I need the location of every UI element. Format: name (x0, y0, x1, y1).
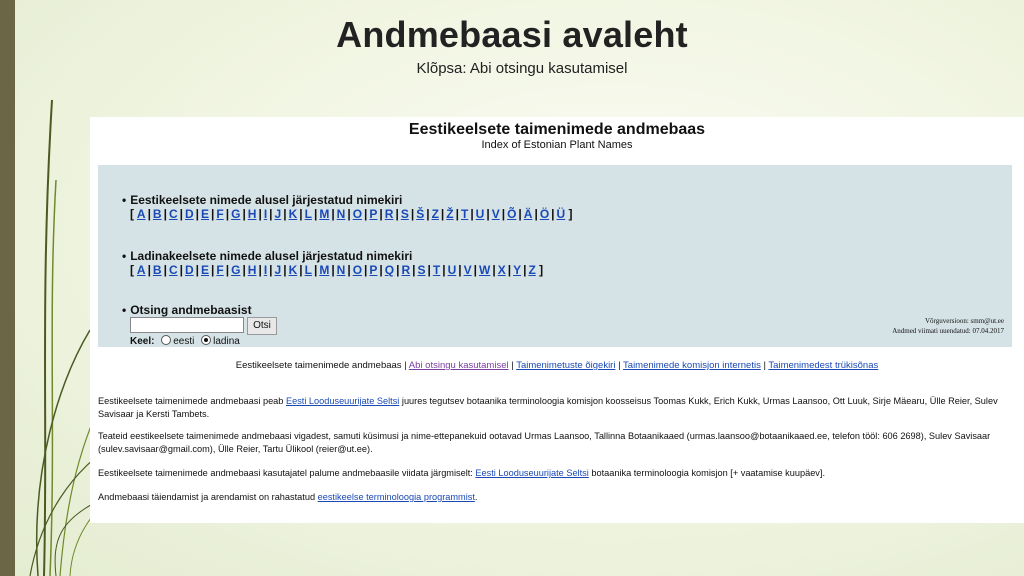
database-screenshot (90, 117, 1024, 523)
estonian-letter-link[interactable]: Ä (523, 207, 533, 221)
latin-letter-link[interactable]: B (152, 263, 162, 277)
letter-separator: | (379, 263, 383, 277)
estonian-letter-links (137, 207, 565, 221)
update-date: Andmed viimati uuendatud: 07.04.2017 (892, 327, 1004, 335)
letter-separator: | (195, 263, 200, 277)
latin-letter-link[interactable]: O (352, 263, 363, 277)
estonian-letter-link[interactable]: A (136, 207, 146, 221)
estonian-letter-link[interactable]: N (336, 207, 346, 221)
latin-letter-link[interactable]: U (447, 263, 457, 277)
info-paragraph-2: Teateid eestikeelsete taimenimede andmebaasi vigadest, samuti küsimusi ja nime-ettepanekuid ootavad Urmas Laansoo, Tallinna Botaanikaaed (urmas.laansoo@botaanikaaed.ee, telefon tööl: 606 2698), Sulev Savisaar (sulev.savisaar@gmail.com), Ülle Reier, Tartu Ülikool (reier@ut.ee). (98, 431, 991, 454)
estonian-letter-link[interactable]: M (319, 207, 330, 221)
letter-separator: | (501, 207, 506, 221)
estonian-letter-link[interactable]: G (231, 207, 241, 221)
latin-letter-link[interactable]: P (369, 263, 378, 277)
latin-letter-link[interactable]: F (216, 263, 224, 277)
info-paragraph-1: Eestikeelsete taimenimede andmebaasi peab Eesti Looduseuurijate Seltsi juures tegutsev botaanika terminoloogia komisjon koosseisus Toomas Kukk, Erich Kukk, Urmas Laansoo, Ott Luuk, Sirje Mäearu, Ülle Reier, Sulev Savisaar ja Kersti Tambets. (98, 396, 998, 419)
latin-letter-link[interactable]: A (136, 263, 146, 277)
estonian-letter-link[interactable]: U (475, 207, 485, 221)
letter-separator: | (225, 263, 230, 277)
nav-commission-link[interactable]: Taimenimede komisjon internetis (623, 360, 761, 371)
letter-separator: | (534, 207, 538, 221)
latin-letter-link[interactable]: T (432, 263, 441, 277)
latin-letter-link[interactable]: D (184, 263, 194, 277)
letter-separator: | (412, 263, 416, 277)
letter-separator: | (492, 263, 496, 277)
latin-letter-link[interactable]: W (479, 263, 491, 277)
estonian-letter-link[interactable]: Ü (556, 207, 566, 221)
letter-separator: | (299, 207, 303, 221)
estonian-letter-link[interactable]: O (352, 207, 363, 221)
latin-letter-link[interactable]: K (288, 263, 298, 277)
letter-separator: | (331, 207, 335, 221)
letter-separator: | (242, 207, 246, 221)
estonian-letter-link[interactable]: F (216, 207, 224, 221)
estonian-list-heading: • Eestikeelsete nimede alusel järjestatud nimekiri (122, 193, 403, 207)
estonian-letter-link[interactable]: R (384, 207, 394, 221)
letter-separator: | (179, 263, 183, 277)
nav-print-link[interactable]: Taimenimedest trükisõnas (768, 360, 879, 371)
letter-separator: | (211, 263, 215, 277)
letter-separator: | (470, 207, 474, 221)
letter-separator: | (364, 263, 368, 277)
nav-spelling-link[interactable]: Taimenimetuste õigekiri (516, 360, 616, 371)
radio-latin-label: ladina (213, 336, 240, 347)
search-input[interactable] (130, 317, 244, 333)
letter-separator: | (473, 263, 477, 277)
letter-separator: | (427, 263, 431, 277)
info-paragraph-4: Andmebaasi täiendamist ja arendamist on rahastatud eestikeelse terminoloogia programmist. (98, 492, 478, 502)
letter-separator: | (364, 207, 368, 221)
letter-separator: | (195, 207, 200, 221)
latin-alphabet-index: [ A | B | C | D | E | F | G | H | I | J | K | L | M | N | O | P | Q | R | S | T | U | V | W | X | Y | Z ] (130, 263, 544, 277)
latin-letter-link[interactable]: Y (513, 263, 522, 277)
slide-subtitle: Klõpsa: Abi otsingu kasutamisel (416, 60, 628, 77)
estonian-letter-link[interactable]: Õ (507, 207, 517, 221)
language-selector (130, 335, 240, 347)
radio-latin[interactable] (201, 335, 211, 345)
letter-separator: | (440, 207, 445, 221)
database-subtitle: Index of Estonian Plant Names (481, 139, 633, 151)
letter-separator: | (518, 207, 522, 221)
latin-letter-link[interactable]: I (263, 263, 268, 277)
latin-letter-links (137, 263, 536, 277)
estonian-letter-link[interactable]: K (288, 207, 298, 221)
letter-separator: | (147, 263, 151, 277)
nav-help-link[interactable]: Abi otsingu kasutamisel (408, 360, 509, 371)
latin-letter-link[interactable]: G (231, 263, 241, 277)
latin-letter-link[interactable]: R (401, 263, 411, 277)
letter-separator: | (211, 207, 215, 221)
estonian-letter-link[interactable]: V (491, 207, 500, 221)
search-button[interactable]: Otsi (247, 317, 277, 335)
letter-separator: | (179, 207, 183, 221)
letter-separator: | (225, 207, 230, 221)
letter-separator: | (313, 207, 318, 221)
latin-letter-link[interactable]: X (497, 263, 506, 277)
citation-society-link[interactable]: Eesti Looduseuurijate Seltsi (475, 468, 589, 478)
letter-separator: | (379, 207, 383, 221)
letter-separator: | (410, 207, 415, 221)
estonian-letter-link[interactable]: Z (431, 207, 439, 221)
search-panel (98, 165, 1012, 347)
letter-separator: | (283, 263, 287, 277)
terminology-program-link[interactable]: eestikeelse terminoloogia programmist (317, 492, 475, 502)
letter-separator: | (147, 207, 151, 221)
radio-estonian-label: eesti (173, 336, 195, 347)
estonian-letter-link[interactable]: T (460, 207, 469, 221)
letter-separator: | (299, 263, 303, 277)
estonian-letter-link[interactable]: J (274, 207, 282, 221)
radio-estonian[interactable] (161, 335, 171, 345)
estonian-letter-link[interactable]: C (168, 207, 178, 221)
latin-letter-link[interactable]: N (336, 263, 346, 277)
latin-letter-link[interactable]: C (168, 263, 178, 277)
info-paragraph-3: Eestikeelsete taimenimede andmebaasi kasutajatel palume andmebaasile viidata järgmiselt: Eesti Looduseuurijate Seltsi botaanika terminoloogia komisjon [+ vaatamise kuupäev]. (98, 468, 825, 478)
letter-separator: | (347, 207, 351, 221)
latin-letter-link[interactable]: Q (384, 263, 395, 277)
letter-separator: | (163, 263, 167, 277)
latin-letter-link[interactable]: S (417, 263, 426, 277)
letter-separator: | (283, 207, 287, 221)
letter-separator: | (269, 263, 273, 277)
letter-separator: | (523, 263, 527, 277)
database-title: Eestikeelsete taimenimede andmebaas (408, 121, 706, 138)
estonian-letter-link[interactable]: E (201, 207, 210, 221)
estonian-letter-link[interactable]: S (400, 207, 409, 221)
letter-separator: | (163, 207, 167, 221)
nav-home-label: Eestikeelsete taimenimede andmebaas (235, 360, 402, 371)
latin-letter-link[interactable]: E (201, 263, 210, 277)
letter-separator: | (258, 263, 262, 277)
letter-separator: | (313, 263, 318, 277)
estonian-letter-link[interactable]: I (263, 207, 268, 221)
estonian-letter-link[interactable]: Ž (446, 207, 454, 221)
letter-separator: | (258, 207, 262, 221)
latin-letter-link[interactable]: L (304, 263, 312, 277)
footer-nav: Eestikeelsete taimenimede andmebaas | Abi otsingu kasutamisel | Taimenimetuste õigekiri | Taimenimede komisjon internetis | Taimenimedest trükisõnas (235, 360, 879, 371)
letter-separator: | (442, 263, 446, 277)
estonian-letter-link[interactable]: Ö (539, 207, 550, 221)
latin-letter-link[interactable]: Z (528, 263, 536, 277)
letter-separator: | (395, 207, 399, 221)
estonian-letter-link[interactable]: D (184, 207, 194, 221)
letter-separator: | (396, 263, 400, 277)
letter-separator: | (551, 207, 555, 221)
estonian-letter-link[interactable]: P (369, 207, 378, 221)
estonian-alphabet-index: [ A | B | C | D | E | F | G | H | I | J | K | L | M | N | O | P | R | S | Š | Z | Ž | T | U | V | Õ | Ä | Ö | Ü ] (130, 207, 573, 221)
estonian-letter-link[interactable]: H (247, 207, 257, 221)
latin-letter-link[interactable]: V (463, 263, 472, 277)
letter-separator: | (507, 263, 512, 277)
letter-separator: | (486, 207, 490, 221)
letter-separator: | (458, 263, 462, 277)
letter-separator: | (331, 263, 335, 277)
letter-separator: | (455, 207, 459, 221)
letter-separator: | (347, 263, 351, 277)
latin-letter-link[interactable]: H (247, 263, 257, 277)
latin-letter-link[interactable]: M (319, 263, 330, 277)
estonian-letter-link[interactable]: Š (416, 207, 425, 221)
letter-separator: | (269, 207, 273, 221)
letter-separator: | (426, 207, 430, 221)
letter-separator: | (242, 263, 246, 277)
latin-letter-link[interactable]: J (274, 263, 282, 277)
latin-list-heading: • Ladinakeelsete nimede alusel järjestatud nimekiri (122, 249, 413, 263)
version-info: Võrguversioon: smm@ut.ee (924, 317, 1004, 325)
language-label: Keel: (130, 336, 155, 347)
estonian-letter-link[interactable]: L (304, 207, 312, 221)
society-link[interactable]: Eesti Looduseuurijate Seltsi (285, 396, 400, 406)
slide-title: Andmebaasi avaleht (336, 14, 688, 55)
estonian-letter-link[interactable]: B (152, 207, 162, 221)
search-heading: • Otsing andmebaasist (122, 303, 252, 317)
